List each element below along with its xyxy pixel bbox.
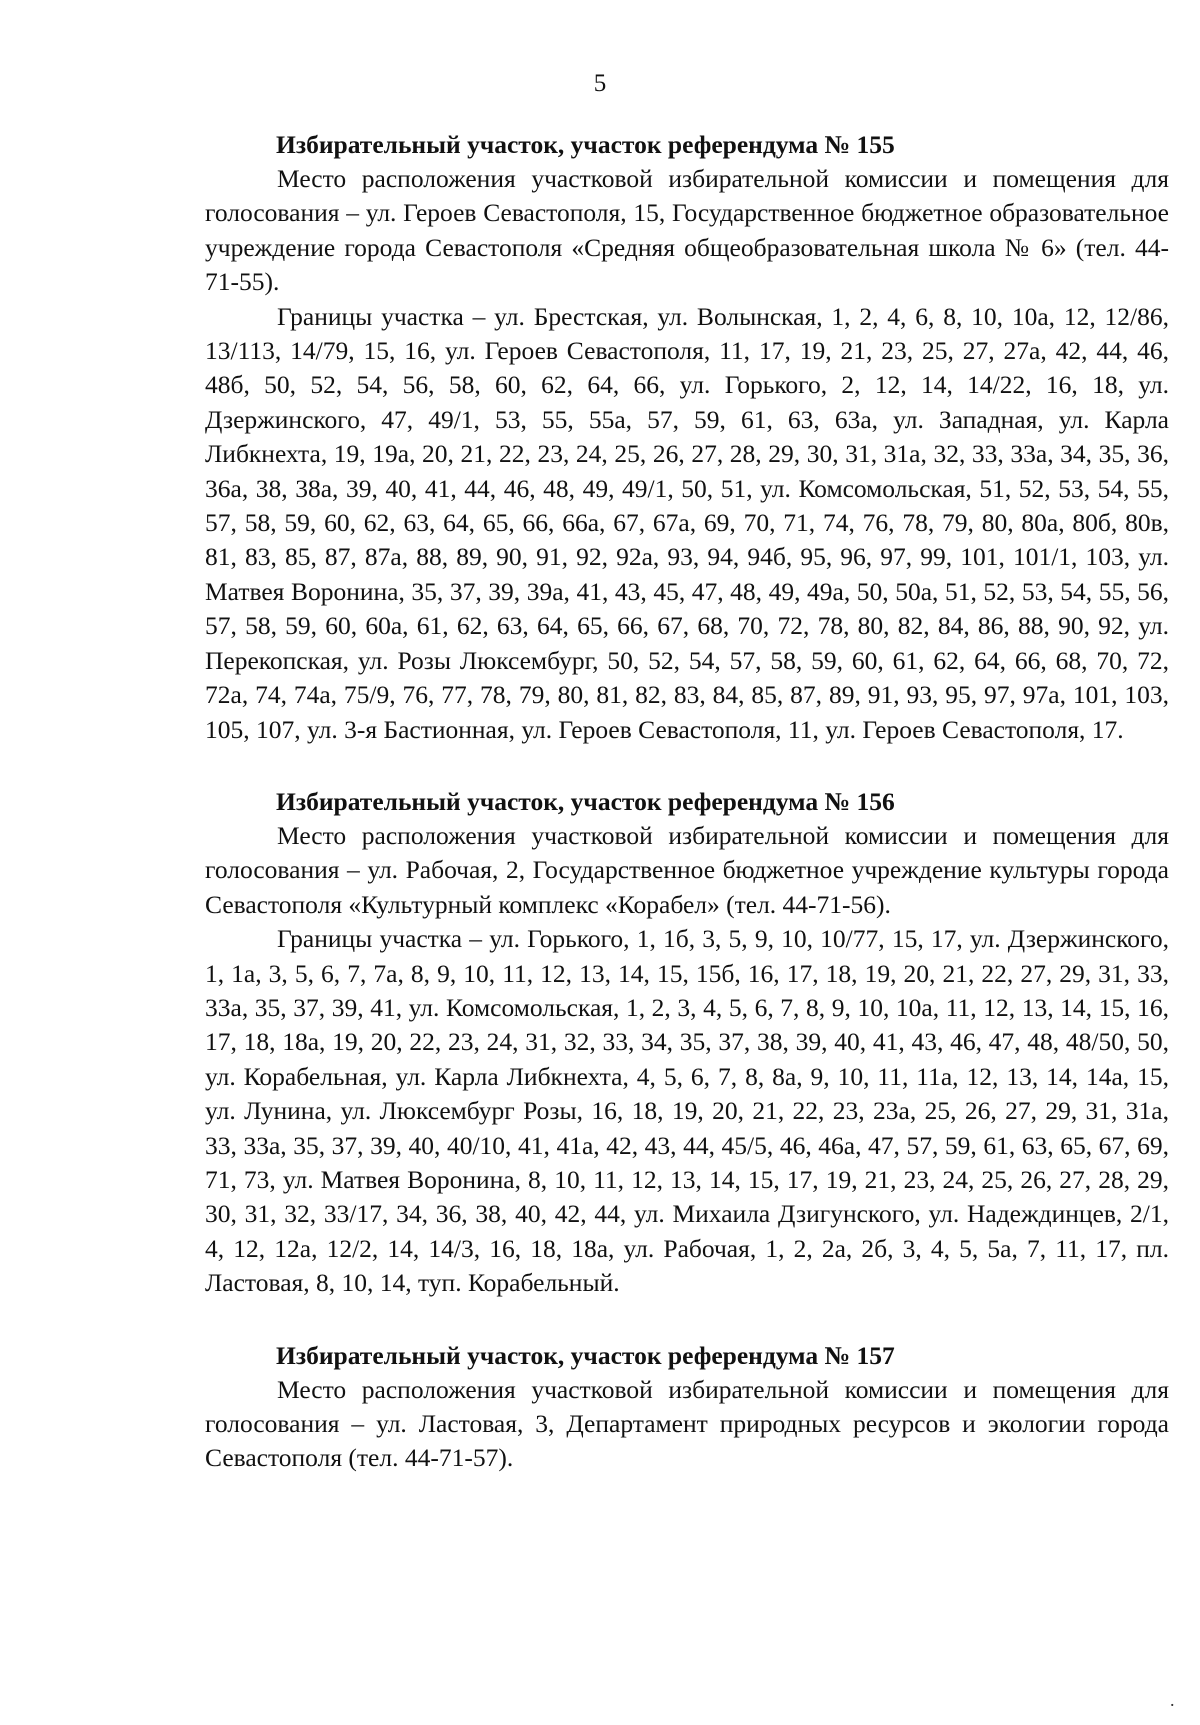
precinct-155-boundaries: Границы участка – ул. Брестская, ул. Волынская, 1, 2, 4, 6, 8, 10, 10а, 12, 12/86, 13/113, 14/79, 15, 16, ул. Героев Севастополя, 11, 17, 19, 21, 23, 25, 27, 27а, 42, 44, 46, 48б, 50, 52, 54, 56, 58, 60, 62, 64, 66, ул. Горького, 2, 12, 14, 14/22, 16, 18, ул. Дзержинского, 47, 49/1, 53, 55, 55а, 57, 59, 61, 63, 63а, ул. Западная, ул. Карла Либкнехта, 19, 19а, 20, 21, 22, 23, 24, 25, 26, 27, 28, 29, 30, 31, 31а, 32, 33, 33а, 34, 35, 36, 36а, 38, 38а, 39, 40, 41, 44, 46, 48, 49, 49/1, 50, 51, ул. Комсомольская, 51, 52, 53, 54, 55, 57, 58, 59, 60, 62, 63, 64, 65, 66, 66а, 67, 67а, 69, 70, 71, 74, 76, 78, 79, 80, 80а, 80б, 80в, 81, 83, 85, 87, 87а, 88, 89, 90, 91, 92, 92а, 93, 94, 94б, 95, 96, 97, 99, 101, 101/1, 103, ул. Матвея Воронина, 35, 37, 39, 39а, 41, 43, 45, 47, 48, 49, 49а, 50, 50а, 51, 52, 53, 54, 55, 56, 57, 58, 59, 60, 60а, 61, 62, 63, 64, 65, 66, 67, 68, 70, 72, 78, 80, 82, 84, 86, 88, 90, 92, ул. Перекопская, ул. Розы Люксембург, 50, 52, 54, 57, 58, 59, 60, 61, 62, 64, 66, 68, 70, 72, 72а, 74, 74а, 75/9, 76, 77, 78, 79, 80, 81, 82, 83, 84, 85, 87, 89, 91, 93, 95, 97, 97а, 101, 103, 105, 107, ул. 3-я Бастионная, ул. Героев Севастополя, 11, ул. Героев Севастополя, 17. xyxy=(205,301,1169,744)
precinct-155-section xyxy=(205,128,1169,747)
page-number: 5 xyxy=(593,70,607,97)
precinct-155-heading: Избирательный участок, участок референдума № 155 xyxy=(276,130,895,159)
precinct-157-heading: Избирательный участок, участок референдума № 157 xyxy=(276,1340,895,1370)
precinct-156-section xyxy=(205,785,1169,1301)
precinct-155-location: Место расположения участковой избирательной комиссии и помещения для голосования – ул. Героев Севастополя, 15, Государственное бюджетное образовательное учреждение города Севастополя «Средняя общеобразовательная школа № 6» (тел. 44-71-55). xyxy=(205,164,1169,297)
precinct-157-section xyxy=(205,1339,1169,1476)
precinct-156-heading: Избирательный участок, участок референдума № 156 xyxy=(276,786,895,816)
precinct-156-boundaries: Границы участка – ул. Горького, 1, 1б, 3, 5, 9, 10, 10/77, 15, 17, ул. Дзержинского, 1, 1а, 3, 5, 6, 7, 7а, 8, 9, 10, 11, 12, 13, 14, 15, 15б, 16, 17, 18, 19, 20, 21, 22, 27, 29, 31, 33, 33а, 35, 37, 39, 41, ул. Комсомольская, 1, 2, 3, 4, 5, 6, 7, 8, 9, 10, 10а, 11, 12, 13, 14, 15, 16, 17, 18, 18а, 19, 20, 22, 23, 24, 31, 32, 33, 34, 35, 37, 38, 39, 40, 41, 43, 46, 47, 48, 48/50, 50, ул. Корабельная, ул. Карла Либкнехта, 4, 5, 6, 7, 8, 8а, 9, 10, 11, 11а, 12, 13, 14, 14а, 15, ул. Лунина, ул. Люксембург Розы, 16, 18, 19, 20, 21, 22, 23, 23а, 25, 26, 27, 29, 31, 31а, 33, 33а, 35, 37, 39, 40, 40/10, 41, 41а, 42, 43, 44, 45/5, 46, 46а, 47, 57, 59, 61, 63, 65, 67, 69, 71, 73, ул. Матвея Воронина, 8, 10, 11, 12, 13, 14, 15, 17, 19, 21, 23, 24, 25, 26, 27, 28, 29, 30, 31, 32, 33/17, 34, 36, 38, 40, 42, 44, ул. Михаила Дзигунского, ул. Надеждинцев, 2/1, 4, 12, 12а, 12/2, 14, 14/3, 16, 18, 18а, ул. Рабочая, 1, 2, 2а, 2б, 3, 4, 5, 5а, 7, 11, 17, пл. Ластовая, 8, 10, 14, туп. Корабельный. xyxy=(205,924,1169,1298)
document-body xyxy=(205,128,1169,1476)
precinct-157-location: Место расположения участковой избирательной комиссии и помещения для голосования – ул. Ластовая, 3, Департамент природных ресурсов и экологии города Севастополя (тел. 44-71-57). xyxy=(205,1374,1169,1473)
precinct-156-location: Место расположения участковой избирательной комиссии и помещения для голосования – ул. Рабочая, 2, Государственное бюджетное учреждение культуры города Севастополя «Культурный комплекс «Корабел» (тел. 44-71-56). xyxy=(205,820,1169,919)
corner-mark: . xyxy=(1170,1690,1175,1710)
